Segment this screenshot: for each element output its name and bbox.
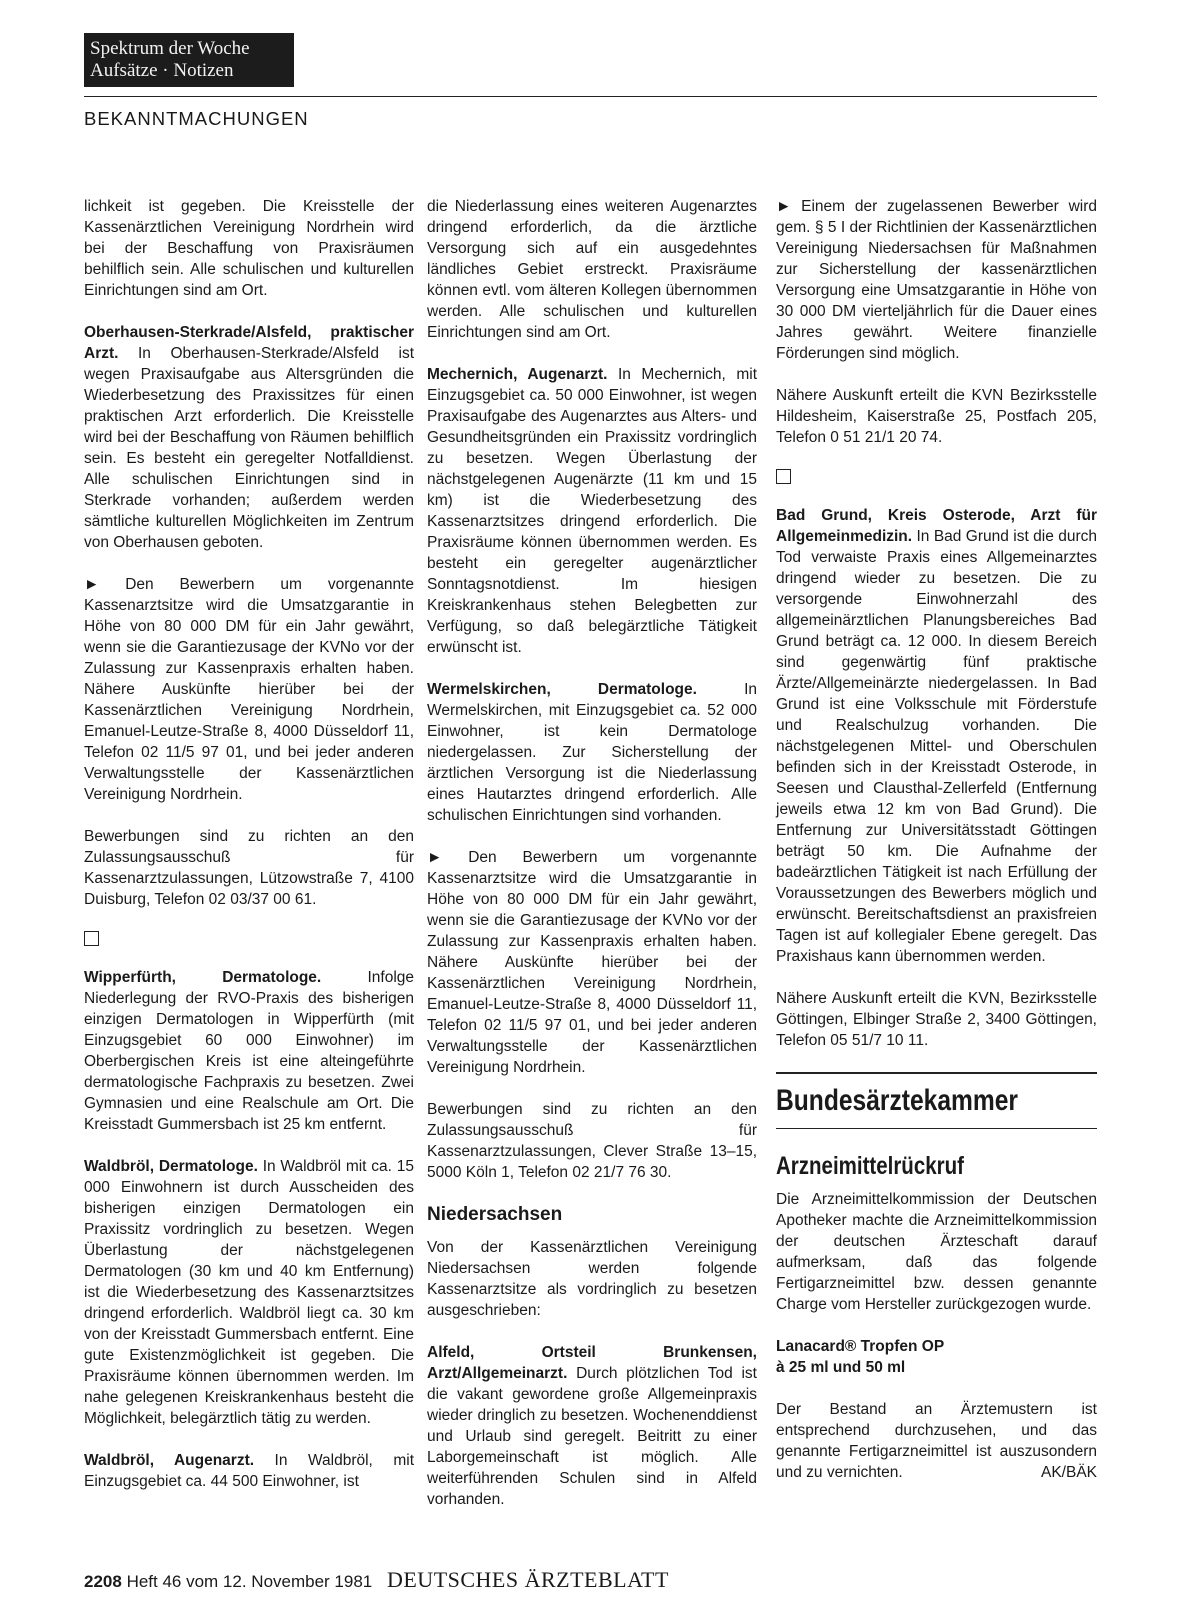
notice-waldbroel-augen xyxy=(84,1450,414,1492)
page-footer xyxy=(84,1567,669,1593)
notice-oberhausen xyxy=(84,322,414,553)
notice-body: In Waldbröl mit ca. 15 000 Einwohnern ist durch Ausscheiden des bisherigen einzigen Dermatologen ein Praxissitz vordringlich zu besetzen. Wegen Überlastung der nächstgelegenen Dermatologen (30 km und 40 km Entfernung) ist die Wiederbesetzung des Kassenarztsitzes dringend erforderlich. Waldbröl liegt ca. 30 km von der Kreisstadt Gummersbach entfernt. Eine gute Existenzmöglichkeit ist gegeben. Die Praxisräume können übernommen werden. Im nahe gelegenen Kreiskrankenhaus besteht die Möglichkeit, belegärztlich tätig zu werden. xyxy=(84,1158,414,1427)
subheading-niedersachsen: Niedersachsen xyxy=(427,1204,563,1225)
journal-name: DEUTSCHES ÄRZTEBLATT xyxy=(386,1567,669,1592)
column-1 xyxy=(84,196,414,1513)
notice-heading: Oberhausen-Sterkrade/Alsfeld, praktischer Arzt. xyxy=(84,324,414,362)
ribbon-line-2: Aufsätze · Notizen xyxy=(90,60,234,81)
recall-text: Der Bestand an Ärztemustern ist entsprechend durchzusehen, und das genannte Fertigarzneimittel ist auszusondern und zu vernichten. xyxy=(776,1401,1097,1481)
paragraph: Nähere Auskunft erteilt die KVN, Bezirksstelle Göttingen, Elbinger Straße 2, 3400 Göttingen, Telefon 05 51/7 10 11. xyxy=(776,990,1097,1049)
product-line-1: Lanacard® Tropfen OP xyxy=(776,1338,945,1355)
notice-wermelskirchen xyxy=(427,679,757,826)
paragraph xyxy=(776,1399,1097,1483)
notice-heading: Waldbröl, Dermatologe. xyxy=(84,1158,258,1175)
notice-body: In Bad Grund ist die durch Tod verwaiste Praxis eines Allgemeinarztes dringend wieder zu besetzen. Die zu versorgende Einwohnerzahl des allgemeinärztlichen Planungsbereiches Bad Grund beträgt ca. 12 000. In diesem Bereich sind gegenwärtig fünf praktische Ärzte/Allgemeinärzte niedergelassen. In Bad Grund ist eine Volksschule mit Förderstufe und Realschulzug vorhanden. Die nächstgelegenen Mittel- und Oberschulen befinden sich in der Kreisstadt Osterode, in Seesen und Clausthal-Zellerfeld (Entfernung jeweils etwa 12 km von Bad Grund). Die Entfernung zur Universitätsstadt Göttingen beträgt 50 km. Die Aufnahme der badeärztlichen Tätigkeit ist nach Erfüllung der Voraussetzungen des Bewerbers möglich und erwünscht. Bereitschaftsdienst an praxisfreien Tagen ist auf kollegialer Ebene geregelt. Das Praxishaus kann übernommen werden. xyxy=(776,528,1098,965)
paragraph: Nähere Auskunft erteilt die KVN Bezirksstelle Hildesheim, Kaiserstraße 25, Postfach 205, Telefon 0 51 21/1 20 74. xyxy=(776,387,1097,446)
notice-body: Infolge Niederlegung der RVO-Praxis des bisherigen einzigen Dermatologen in Wipperfürth (mit Einzugsgebiet 60 000 Einwohner) im Oberbergischen Kreis ist eine alteingeführte dermatologische Fachpraxis zu besetzen. Zwei Gymnasien und eine Realschule am Ort. Die Kreisstadt Gummersbach ist 25 km entfernt. xyxy=(84,969,415,1133)
paragraph: Bewerbungen sind zu richten an den Zulassungsausschuß für Kassenarztzulassungen, Clever Straße 13–15, 5000 Köln 1, Telefon 02 21/7 76 30. xyxy=(427,1101,757,1181)
notice-alfeld xyxy=(427,1342,757,1510)
notice-body: In Waldbröl, mit Einzugsgebiet ca. 44 500 Einwohner, ist xyxy=(84,1452,415,1490)
notice-wipperfuerth xyxy=(84,967,414,1135)
ribbon-line-1: Spektrum der Woche xyxy=(90,38,250,59)
notice-waldbroel-derma xyxy=(84,1156,414,1429)
paragraph: Die Arzneimittelkommission der Deutschen Apotheker machte die Arzneimittelkommission der deutschen Ärzteschaft darauf aufmerksam, daß das folgende Fertigarzneimittel bzw. dessen genannte Charge vom Hersteller zurückgezogen wurde. xyxy=(776,1191,1097,1313)
notice-body: In Oberhausen-Sterkrade/Alsfeld ist wegen Praxisaufgabe aus Altersgründen die Wiederbesetzung des Praxissitzes für einen praktischen Arzt erforderlich. Die Kreisstelle wird bei der Beschaffung von Räumen behilflich sein. Es besteht ein geregelter Notfalldienst. Alle schulischen Einrichtungen sind in Sterkrade vorhanden; außerdem werden sämtliche kulturellen Möglichkeiten im Zentrum von Oberhausen geboten. xyxy=(84,345,414,551)
notice-body: In Mechernich, mit Einzugsgebiet ca. 50 000 Einwohner, ist wegen Praxisaufgabe des Augenarztes aus Alters- und Gesundheitsgründen ein Praxissitz vordringlich zu besetzen. Wegen Überlastung der nächstgelegenen Augenärzte (11 km und 15 km) ist die Wiederbesetzung des Kassenarztsitzes dringend erforderlich. Die Praxisräume können übernommen werden. Es besteht ein geregelter augenärztlicher Sonntagsnotdienst. Im hiesigen Kreiskrankenhaus stehen Belegbetten zur Verfügung, so daß belegärztliche Tätigkeit erwünscht ist. xyxy=(427,366,758,656)
notice-heading: Waldbröl, Augenarzt. xyxy=(84,1452,255,1469)
section-rule xyxy=(776,1072,1097,1074)
section-ribbon xyxy=(84,33,294,87)
heading-bundesaerztekammer: Bundesärztekammer xyxy=(776,1084,1019,1117)
paragraph: ► Den Bewerbern um vorgenannte Kassenarztsitze wird die Umsatzgarantie in Höhe von 80 000 DM für ein Jahr gewährt, wenn sie die Garantiezusage der KVNo vor der Zulassung zur Kassenpraxis erhalten haben. Nähere Auskünfte hierüber bei der Kassenärztlichen Vereinigung Nordrhein, Emanuel-Leutze-Straße 8, 4000 Düsseldorf 11, Telefon 02 11/5 97 01, und bei jeder anderen Verwaltungsstelle der Kassenärztlichen Vereinigung Nordrhein. xyxy=(427,849,757,1076)
notice-bad-grund xyxy=(776,505,1097,967)
heading-arzneimittelrueckruf: Arzneimittelrückruf xyxy=(776,1152,964,1180)
issue-info: Heft 46 vom 12. November 1981 xyxy=(126,1572,373,1591)
product-name xyxy=(776,1336,1097,1378)
paragraph: Bewerbungen sind zu richten an den Zulassungsausschuß für Kassenarztzulassungen, Lützowstraße 7, 4100 Duisburg, Telefon 02 03/37 00 61. xyxy=(84,828,414,908)
end-mark-box xyxy=(776,469,791,484)
notice-heading: Mechernich, Augenarzt. xyxy=(427,366,608,383)
product-line-2: à 25 ml und 50 ml xyxy=(776,1359,906,1376)
column-2 xyxy=(427,196,757,1531)
column-3 xyxy=(776,196,1097,1504)
end-mark-box xyxy=(84,931,99,946)
header-rule xyxy=(84,96,1097,97)
paragraph: ► Einem der zugelassenen Bewerber wird gem. § 5 I der Richtlinien der Kassenärztlichen Vereinigung Niedersachsen für Maßnahmen zur Sicherstellung der kassenärztlichen Versorgung eine Umsatzgarantie in Höhe von 30 000 DM vierteljährlich für die Dauer eines Jahres gewährt. Weitere finanzielle Förderungen sind möglich. xyxy=(776,198,1097,362)
notice-heading: Bad Grund, Kreis Osterode, Arzt für Allgemeinmedizin. xyxy=(776,507,1097,545)
notice-body: In Wermelskirchen, mit Einzugsgebiet ca. 52 000 Einwohner, ist kein Dermatologe niedergelassen. Zur Sicherstellung der ärztlichen Versorgung ist die Niederlassung eines Hautarztes dringend erforderlich. Alle schulischen Einrichtungen sind vorhanden. xyxy=(427,681,757,824)
notice-heading: Wermelskirchen, Dermatologe. xyxy=(427,681,697,698)
section-rule xyxy=(776,1128,1097,1129)
paragraph: ► Den Bewerbern um vorgenannte Kassenarztsitze wird die Umsatzgarantie in Höhe von 80 000 DM für ein Jahr gewährt, wenn sie die Garantiezusage der KVNo vor der Zulassung zur Kassenpraxis erhalten haben. Nähere Auskünfte hierüber bei der Kassenärztlichen Vereinigung Nordrhein, Emanuel-Leutze-Straße 8, 4000 Düsseldorf 11, Telefon 02 11/5 97 01, und bei jeder anderen Verwaltungsstelle der Kassenärztlichen Vereinigung Nordrhein. xyxy=(84,576,414,803)
section-title: BEKANNTMACHUNGEN xyxy=(84,108,309,129)
paragraph: Von der Kassenärztlichen Vereinigung Niedersachsen werden folgende Kassenarztsitze als vordringlich zu besetzen ausgeschrieben: xyxy=(427,1239,757,1319)
signature: AK/BÄK xyxy=(1041,1464,1097,1481)
notice-heading: Wipperfürth, Dermatologe. xyxy=(84,969,322,986)
notice-heading: Alfeld, Ortsteil Brunkensen, Arzt/Allgemeinarzt. xyxy=(427,1344,757,1382)
notice-body: Durch plötzlichen Tod ist die vakant gewordene große Allgemeinpraxis wieder dringlich zu besetzen. Wochenenddienst und Urlaub sind geregelt. Beitritt zu einer Laborgemeinschaft ist möglich. Alle weiterführenden Schulen sind in Alfeld vorhanden. xyxy=(427,1365,757,1508)
page-number: 2208 xyxy=(84,1572,122,1591)
paragraph: die Niederlassung eines weiteren Augenarztes dringend erforderlich, da die ärztliche Versorgung sich auf ein ausgedehntes ländliches Gebiet erstreckt. Praxisräume können evtl. vom älteren Kollegen übernommen werden. Alle schulischen und kulturellen Einrichtungen sind am Ort. xyxy=(427,198,757,341)
notice-mechernich xyxy=(427,364,757,658)
paragraph: lichkeit ist gegeben. Die Kreisstelle der Kassenärztlichen Vereinigung Nordrhein wird bei der Beschaffung von Praxisräumen behilflich sein. Alle schulischen und kulturellen Einrichtungen sind am Ort. xyxy=(84,198,414,299)
